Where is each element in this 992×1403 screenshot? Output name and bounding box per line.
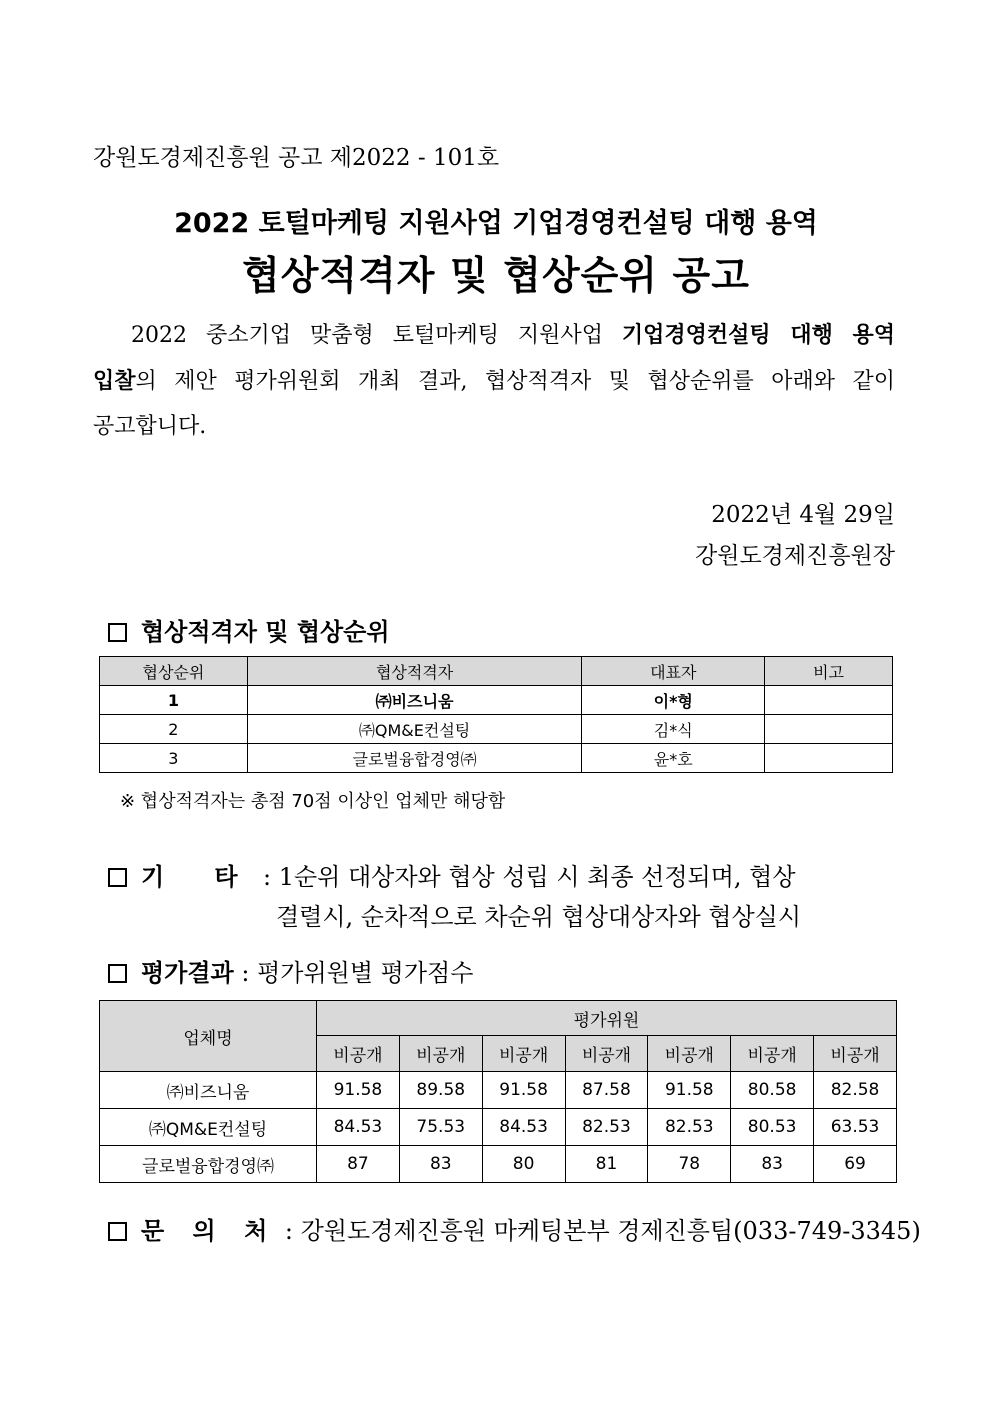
table-row <box>100 715 893 744</box>
checkbox-square-icon <box>108 964 127 983</box>
notice-date: 2022년 4월 29일 <box>711 502 895 528</box>
section-eval-subtitle: : 평가위원별 평가점수 <box>233 959 474 987</box>
representative-cell: 윤*호 <box>582 744 765 773</box>
rank-table <box>99 656 893 773</box>
section-contact-heading: 문 의 처 <box>141 1216 278 1245</box>
notice-number: 강원도경제진흥원 공고 제2022 - 101호 <box>93 145 500 171</box>
paragraph-bold-service: 기업경영컨설팅 대행 용역 <box>621 322 895 348</box>
score-cell: 63.53 <box>814 1109 897 1146</box>
firm-cell: ㈜비즈니움 <box>100 1072 317 1109</box>
section-eval-heading: 평가결과 <box>141 958 234 987</box>
evaluator-header: 비공개 <box>648 1036 731 1072</box>
checkbox-square-icon <box>108 623 127 642</box>
evaluator-header: 비공개 <box>814 1036 897 1072</box>
table-row <box>100 1146 897 1183</box>
section-contact <box>108 1211 921 1246</box>
document-subtitle: 협상적격자 및 협상순위 공고 <box>242 254 750 299</box>
rank-cell: 3 <box>100 744 248 773</box>
paragraph-line-2 <box>93 364 895 395</box>
section-eval <box>108 953 473 988</box>
score-cell: 69 <box>814 1146 897 1183</box>
score-cell: 91.58 <box>317 1072 400 1109</box>
firm-cell: 글로벌융합경영㈜ <box>100 1146 317 1183</box>
document-title: 2022 토털마케팅 지원사업 기업경영컨설팅 대행 용역 <box>174 208 818 239</box>
representative-cell: 김*식 <box>582 715 765 744</box>
column-header: 비고 <box>765 657 893 686</box>
score-cell: 80.53 <box>731 1109 814 1146</box>
paragraph-line-1 <box>93 318 895 349</box>
score-cell: 82.53 <box>648 1109 731 1146</box>
note-cell <box>765 744 893 773</box>
paragraph-line-3: 공고합니다. <box>93 414 207 439</box>
section-misc-line-1: : 1순위 대상자와 협상 성립 시 최종 선정되며, 협상 <box>263 863 796 891</box>
rank-cell: 2 <box>100 715 248 744</box>
section-rank-heading <box>108 612 390 647</box>
note-cell <box>765 715 893 744</box>
section-misc <box>108 857 796 892</box>
evaluator-header: 비공개 <box>399 1036 482 1072</box>
score-cell: 89.58 <box>399 1072 482 1109</box>
section-misc-heading: 기 타 <box>141 862 238 891</box>
score-cell: 91.58 <box>482 1072 565 1109</box>
score-cell: 91.58 <box>648 1072 731 1109</box>
firm-cell: ㈜QM&E컨설팅 <box>100 1109 317 1146</box>
score-cell: 83 <box>399 1146 482 1183</box>
evaluator-header: 비공개 <box>565 1036 648 1072</box>
company-cell: ㈜QM&E컨설팅 <box>247 715 582 744</box>
company-cell: 글로벌융합경영㈜ <box>247 744 582 773</box>
score-cell: 80.58 <box>731 1072 814 1109</box>
table-row <box>100 1109 897 1146</box>
checkbox-square-icon <box>108 868 127 887</box>
issuer-name: 강원도경제진흥원장 <box>695 543 895 569</box>
table-row <box>100 686 893 715</box>
score-cell: 81 <box>565 1146 648 1183</box>
section-rank-title: 협상적격자 및 협상순위 <box>141 617 390 646</box>
score-cell: 83 <box>731 1146 814 1183</box>
score-cell: 80 <box>482 1146 565 1183</box>
table-row <box>100 1072 897 1109</box>
score-cell: 87 <box>317 1146 400 1183</box>
rank-footnote: ※ 협상적격자는 총점 70점 이상인 업체만 해당함 <box>120 791 506 812</box>
company-cell: ㈜비즈니움 <box>247 686 582 715</box>
score-cell: 84.53 <box>317 1109 400 1146</box>
score-cell: 78 <box>648 1146 731 1183</box>
representative-cell: 이*형 <box>582 686 765 715</box>
section-contact-text: : 강원도경제진흥원 마케팅본부 경제진흥팀(033-749-3345) <box>277 1217 921 1245</box>
score-cell: 75.53 <box>399 1109 482 1146</box>
checkbox-square-icon <box>108 1222 127 1241</box>
column-header: 대표자 <box>582 657 765 686</box>
table-header-row <box>100 1001 897 1036</box>
paragraph-text: 의 제안 평가위원회 개최 결과, 협상적격자 및 협상순위를 아래와 같이 <box>135 369 895 394</box>
section-misc-line-2: 결렬시, 순차적으로 차순위 협상대상자와 협상실시 <box>276 903 802 931</box>
score-cell: 84.53 <box>482 1109 565 1146</box>
note-cell <box>765 686 893 715</box>
evaluation-table <box>99 1000 897 1183</box>
rank-cell: 1 <box>100 686 248 715</box>
firm-column-header: 업체명 <box>100 1001 317 1072</box>
evaluator-header: 비공개 <box>482 1036 565 1072</box>
paragraph-text: 2022 중소기업 맞춤형 토털마케팅 지원사업 <box>131 323 622 348</box>
paragraph-bold-bid: 입찰 <box>93 368 136 394</box>
table-row <box>100 744 893 773</box>
score-cell: 82.53 <box>565 1109 648 1146</box>
score-cell: 82.58 <box>814 1072 897 1109</box>
column-header: 협상적격자 <box>247 657 582 686</box>
column-header: 협상순위 <box>100 657 248 686</box>
evaluator-header: 비공개 <box>317 1036 400 1072</box>
evaluator-header: 비공개 <box>731 1036 814 1072</box>
score-cell: 87.58 <box>565 1072 648 1109</box>
evaluator-group-header: 평가위원 <box>317 1001 897 1036</box>
table-header-row <box>100 657 893 686</box>
